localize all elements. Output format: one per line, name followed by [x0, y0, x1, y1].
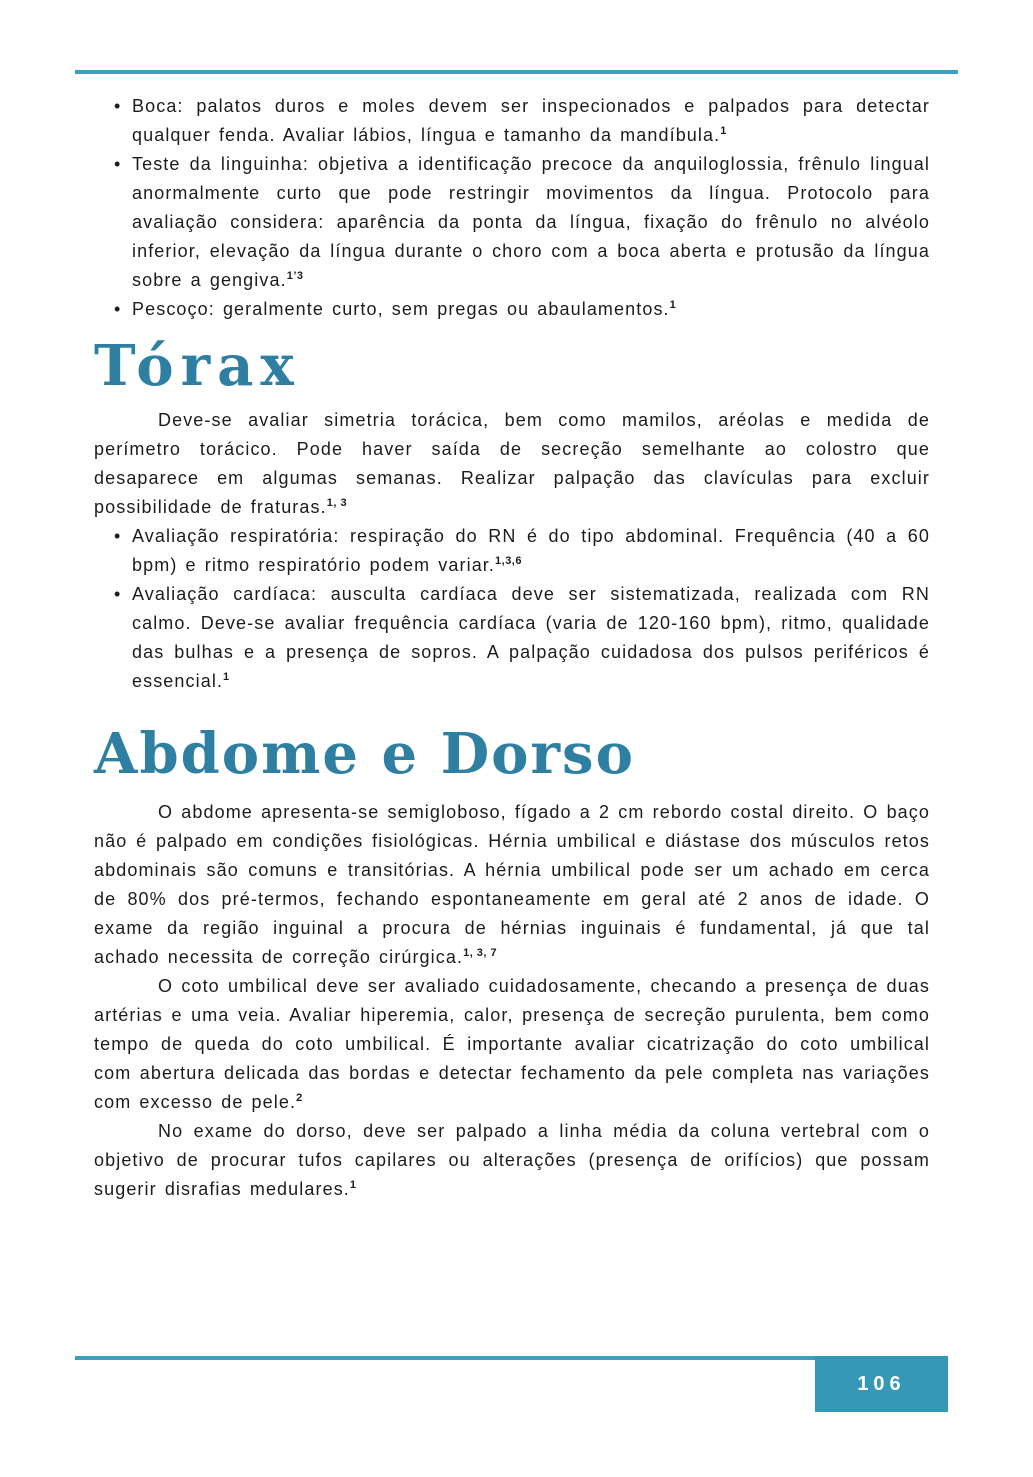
reference-superscript: 1, 3, 7: [463, 947, 498, 959]
paragraph-text: No exame do dorso, deve ser palpado a linha média da coluna vertebral com o objetivo de procurar tufos capilares ou alterações (presença de orifícios) que possam sugerir disrafias medulares.: [94, 1121, 930, 1199]
section-heading-torax: Tórax: [94, 333, 301, 399]
paragraph-abdome-1: [94, 798, 930, 972]
reference-superscript: 2: [296, 1092, 303, 1104]
paragraph-text: O abdome apresenta-se semigloboso, fígado a 2 cm rebordo costal direito. O baço não é palpado em condições fisiológicas. Hérnia umbilical e diástase dos músculos retos abdominais são comuns e transitórias. A hérnia umbilical pode ser um achado em cerca de 80% dos pré-termos, fechando espontaneamente em geral até 2 anos de idade. O exame da região inguinal a procura de hérnias inguinais é fundamental, já que tal achado necessita de correção cirúrgica.: [94, 802, 930, 967]
reference-superscript: 1, 3: [326, 497, 348, 509]
list-item-text: Boca: palatos duros e moles devem ser inspecionados e palpados para detectar qualquer fenda. Avaliar lábios, língua e tamanho da mandíbula.: [132, 96, 930, 145]
bottom-rule: [75, 1356, 815, 1360]
paragraph-coto-umbilical: [94, 972, 930, 1117]
bullet-list-torax: [94, 522, 930, 696]
list-item-pescoco: [94, 295, 930, 324]
paragraph-text: O coto umbilical deve ser avaliado cuidadosamente, checando a presença de duas artérias e uma veia. Avaliar hiperemia, calor, presença de secreção purulenta, bem como tempo de queda do coto umbilical. É importante avaliar cicatrização do coto umbilical com abertura delicada das bordas e detectar fechamento da pele completa nas variações com excesso de pele.: [94, 976, 930, 1112]
reference-superscript: 1: [223, 671, 230, 683]
list-item-text: Avaliação respiratória: respiração do RN é do tipo abdominal. Frequência (40 a 60 bpm) e ritmo respiratório podem variar.: [132, 526, 930, 575]
bullet-list-head-neck: [94, 92, 930, 324]
list-item-teste-linguinha: [94, 150, 930, 295]
list-item-text: Teste da linguinha: objetiva a identificação precoce da anquiloglossia, frênulo lingual anormalmente curto que pode restringir movimentos da língua. Protocolo para avaliação considera: aparência da ponta da língua, fixação do frênulo no alvéolo inferior, elevação da língua durante o choro com a boca aberta e protusão da língua sobre a gengiva.: [132, 154, 930, 290]
reference-superscript: 1: [669, 299, 677, 311]
list-item-text: Avaliação cardíaca: ausculta cardíaca deve ser sistematizada, realizada com RN calmo. Deve-se avaliar frequência cardíaca (varia de 120-160 bpm), ritmo, qualidade das bulhas e a presença de sopros. A palpação cuidadosa dos pulsos periféricos é essencial.: [132, 584, 930, 691]
reference-superscript: 1,3,6: [495, 555, 522, 567]
reference-superscript: 1: [349, 1179, 357, 1191]
reference-superscript: 1: [720, 125, 727, 137]
page-number: 106: [857, 1372, 906, 1395]
page-number-badge: [815, 1356, 948, 1412]
document-content: [94, 92, 930, 1204]
reference-superscript: 1’3: [286, 270, 304, 282]
list-item-boca: [94, 92, 930, 150]
top-rule: [75, 70, 958, 74]
list-item-avaliacao-cardiaca: [94, 580, 930, 696]
section-heading-abdome-dorso: Abdome e Dorso: [94, 721, 635, 787]
paragraph-exame-dorso: [94, 1117, 930, 1204]
paragraph-torax: [94, 406, 930, 522]
list-item-text: Pescoço: geralmente curto, sem pregas ou abaulamentos.: [132, 299, 670, 319]
list-item-avaliacao-respiratoria: [94, 522, 930, 580]
paragraph-text: Deve-se avaliar simetria torácica, bem como mamilos, aréolas e medida de perímetro torácico. Pode haver saída de secreção semelhante ao colostro que desaparece em algumas semanas. Realizar palpação das clavículas para excluir possibilidade de fraturas.: [94, 410, 930, 517]
